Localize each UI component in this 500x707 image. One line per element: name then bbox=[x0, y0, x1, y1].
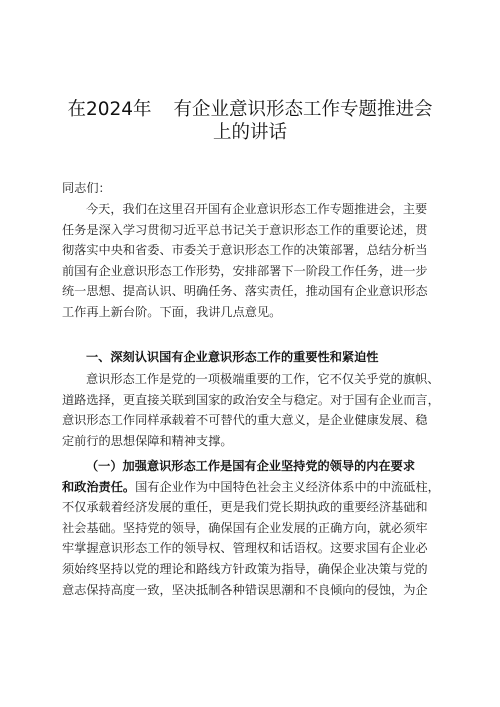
greeting: 同志们： bbox=[62, 181, 111, 195]
paragraph-3-line: 牢掌握意识形态工作的领导权、管理权和话语权。这要求国有企业必 bbox=[62, 541, 428, 556]
paragraph-1-line: 今天，我们在这里召开国有企业意识形态工作专题推进会，主要 bbox=[86, 202, 428, 216]
paragraph-2 bbox=[62, 369, 440, 451]
document-title-line-2: 上的讲话 bbox=[212, 122, 287, 143]
title-part-1: 在2024年 bbox=[67, 99, 152, 120]
paragraph-1-line: 统一思想、提高认识、明确任务、落实责任，推动国有企业意识形态 bbox=[62, 284, 428, 299]
paragraph-1-line: 工作再上新台阶。下面，我讲几点意见。 bbox=[62, 304, 282, 319]
section-heading-1-text: 一、深刻认识国有企业意识形态工作的重要性和紧迫性 bbox=[86, 350, 379, 364]
paragraph-3-line: 意志保持高度一致，坚决抵制各种错误思潮和不良倾向的侵蚀，为企 bbox=[62, 582, 428, 597]
paragraph-2-line: 意识形态工作是党的一项极端重要的工作，它不仅关乎党的旗帜、 bbox=[86, 372, 440, 386]
paragraph-2-line: 意识形态工作同样承载着不可替代的重大意义，是企业健康发展、稳 bbox=[62, 413, 428, 428]
subsection-1 bbox=[62, 456, 440, 600]
paragraph-3-line: 社会基础。坚持党的领导，确保国有企业发展的正确方向，就必须牢 bbox=[62, 520, 428, 535]
paragraph-1-line: 前国有企业意识形态工作形势，安排部署下一阶段工作任务，进一步 bbox=[62, 263, 428, 278]
subheading-1-rest: 国有企业作为中国特色社会主义经济体系中的中流砥柱， bbox=[135, 479, 440, 494]
subheading-1-bold-tail: 和政治责任。 bbox=[62, 479, 136, 494]
paragraph-2-line: 定前行的思想保障和精神支撑。 bbox=[62, 433, 233, 448]
subheading-1-line-1: （一）加强意识形态工作是国有企业坚持党的领导的内在要求 bbox=[86, 459, 416, 473]
paragraph-3-line: 不仅承载着经济发展的重任，更是我们党长期执政的重要经济基础和 bbox=[62, 500, 428, 515]
title-part-2: 有企业意识形态工作专题推进会 bbox=[173, 99, 433, 120]
paragraph-2-line: 道路选择，更直接关联到国家的政治安全与稳定。对于国有企业而言， bbox=[62, 392, 440, 407]
paragraph-1-line: 彻落实中央和省委、市委关于意识形态工作的决策部署，总结分析当 bbox=[62, 243, 428, 258]
paragraph-1-line: 任务是深入学习贯彻习近平总书记关于意识形态工作的重要论述，贯 bbox=[62, 222, 428, 237]
subheading-1-line-2 bbox=[62, 477, 440, 498]
section-heading-1 bbox=[62, 347, 434, 368]
paragraph-3-line: 须始终坚持以党的理论和路线方针政策为指导，确保企业决策与党的 bbox=[62, 561, 428, 576]
paragraph-1 bbox=[62, 199, 434, 323]
